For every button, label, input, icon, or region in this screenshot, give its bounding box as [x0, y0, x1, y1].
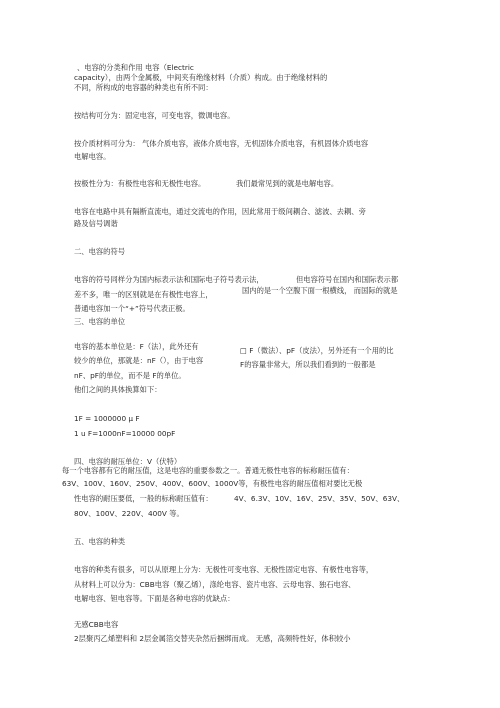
formula-line: 1 u F=1000nF=10000 00pF	[74, 429, 176, 438]
text-line: 从材料上可以分为：CBB电容（聚乙烯），涤纶电容、瓷片电容、云母电容、独石电容、	[74, 580, 356, 589]
text-line: 63V、100V、160V、250V、400V、600V、1000V等，有极性电容的耐压值相对要比无极	[62, 479, 363, 488]
text-line: 电容的符号同样分为国内标表示法和国际电子符号表示法，	[74, 275, 264, 284]
text-line: 按介质材料可分为： 气体介质电容，液体介质电容，无机固体介质电容，有机固体介质电容	[74, 139, 369, 148]
text-line: 按极性分为：有极性电容和无极性电容。	[74, 179, 206, 188]
text-line: F的容量非常大，所以我们看到的一般都是	[240, 360, 376, 369]
text-line: 电解电容。	[74, 152, 111, 161]
text-line: 但电容符号在国内和国际表示都	[296, 275, 399, 284]
text-line: 电容的种类有很多，可以从原理上分为：无极性可变电容、无极性固定电容、有极性电容等，	[74, 565, 374, 574]
section-heading: 二、电容的符号	[74, 247, 126, 256]
text-line: 差不多，唯一的区别就是在有极性电容上，	[74, 290, 213, 299]
text-line: 每一个电容都有它的耐压值，这是电容的重要参数之一。普通无极性电容的标称耐压值有：	[62, 466, 354, 475]
text-line: 他们之间的具体换算如下：	[74, 385, 162, 394]
formula-line: 1F = 1000000 μ F	[74, 414, 140, 423]
text-line: capacity），由两个金属极，中间夹有绝缘材料（介质）构成。由于绝缘材料的	[74, 73, 328, 82]
text-line: 80V、100V、220V、400V 等。	[74, 509, 184, 518]
text-line: 电容的基本单位是：F（法），此外还有	[74, 342, 199, 351]
text-line: 路及信号调谐	[74, 219, 118, 228]
text-line: 国内的是一个空腹下面一根横线， 而国际的就是	[242, 286, 398, 295]
text-line: 4V、6.3V、10V、16V、25V、35V、50V、63V、	[234, 494, 405, 503]
text-line: 、电容的分类和作用 电容（Electric	[77, 63, 194, 72]
text-line: 我们最常见到的就是电解电容。	[236, 179, 339, 188]
subheading: 无感CBB电容	[74, 620, 119, 629]
text-line: 2层聚丙乙烯塑料和 2层金属箔交替夹杂然后捆绑而成。 无感，高频特性好，体积较小	[74, 634, 351, 643]
text-line: 性电容的耐压要低，一般的标称耐压值有：	[74, 494, 213, 503]
text-line: 不同，所构成的电容器的种类也有所不同：	[74, 83, 213, 92]
text-line: 电解电容、钽电容等。下面是各种电容的优缺点：	[74, 594, 235, 603]
text-line: 电容在电路中具有隔断直流电，通过交流电的作用，因此常用于级间耦合、滤波、去耦、旁	[74, 207, 366, 216]
text-line: 普通电容加一个“+”符号代表正极。	[74, 304, 190, 313]
section-heading: 五、电容的种类	[74, 537, 126, 546]
text-line: □ F（微法）、pF（皮法），另外还有一个用的比	[240, 346, 394, 355]
section-heading: 三、电容的单位	[74, 317, 126, 326]
section-heading: 四、电容的耐压单位：V（伏特）	[74, 457, 182, 466]
text-line: nF、pF的单位，而不是 F的单位。	[74, 371, 186, 380]
text-line: 较少的单位，那就是：nF（），由于电容	[74, 356, 204, 365]
text-line: 按结构可分为：固定电容，可变电容，微调电容。	[74, 111, 235, 120]
